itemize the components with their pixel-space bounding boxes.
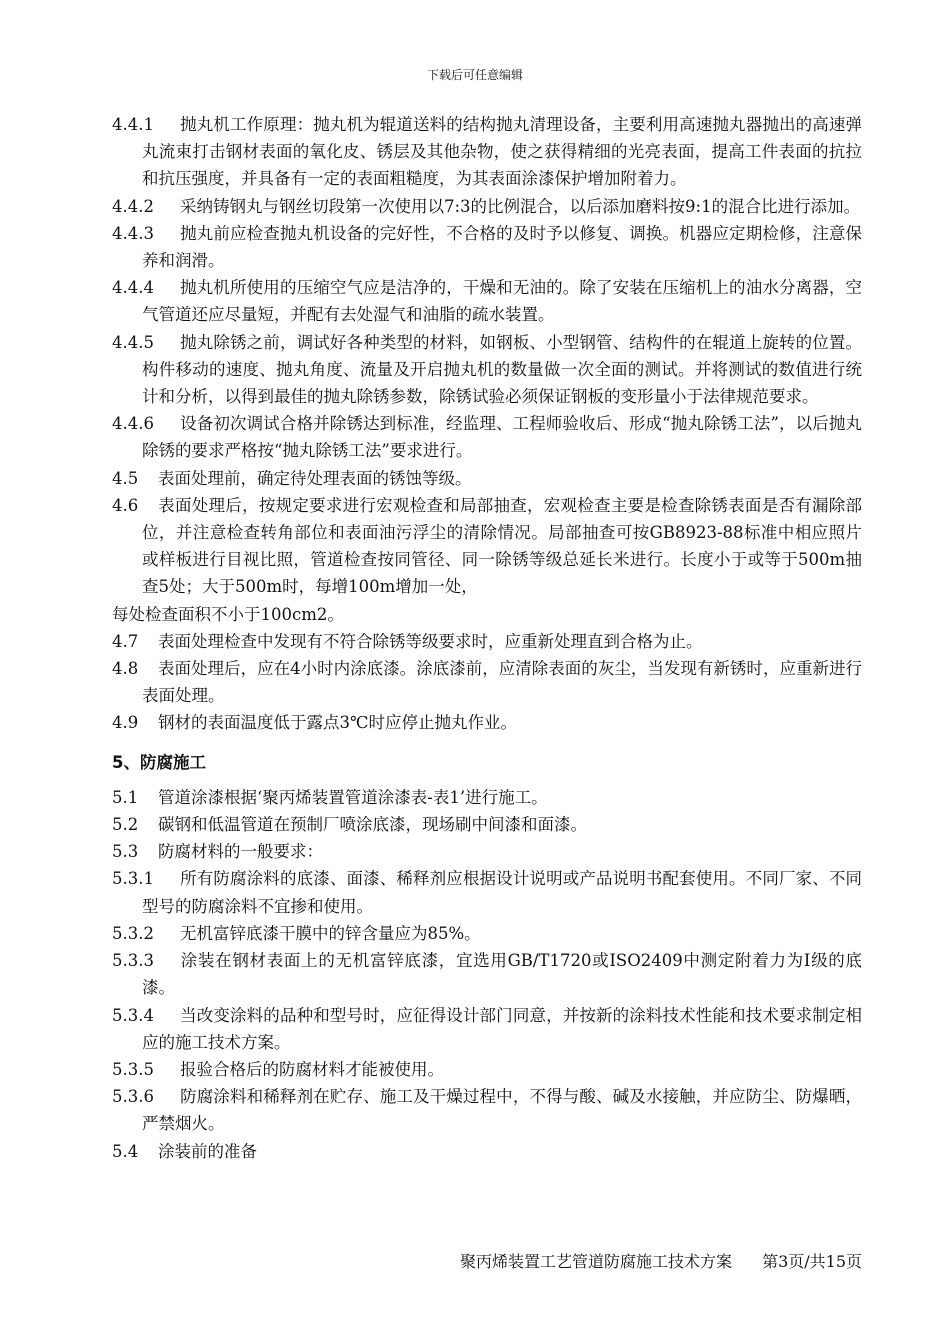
- paragraph-text: 报验合格后的防腐材料才能被使用。: [180, 1059, 444, 1079]
- paragraph-text: 所有防腐涂料的底漆、面漆、稀释剂应根据设计说明或产品说明书配套使用。不同厂家、不同型号的防腐涂料不宜掺和使用。: [142, 869, 862, 916]
- section-5-paragraphs: [112, 784, 862, 1165]
- paragraph-number: 4.7: [112, 631, 139, 651]
- paragraph: [112, 193, 862, 220]
- paragraph-text: 防腐涂料和稀释剂在贮存、施工及干燥过程中，不得与酸、碱及水接触，并应防尘、防爆晒，严禁烟火。: [142, 1087, 862, 1134]
- paragraph-number: 4.4.3: [112, 223, 154, 243]
- paragraph-number: 4.9: [112, 713, 139, 733]
- paragraph: [112, 220, 862, 274]
- paragraph: [112, 655, 862, 709]
- paragraph-number: 4.4.1: [112, 115, 154, 134]
- paragraph-text: 防腐材料的一般要求：: [158, 842, 323, 862]
- footer-title: 聚丙烯装置工艺管道防腐施工技术方案: [460, 1252, 733, 1271]
- paragraph-number: 4.4.6: [112, 414, 154, 434]
- paragraph-number: 5.1: [112, 787, 139, 807]
- paragraph-number: 4.8: [112, 659, 139, 679]
- paragraph: [112, 784, 862, 811]
- paragraph-number: 4.4.5: [112, 332, 154, 352]
- paragraph-text: 无机富锌底漆干膜中的锌含量应为85%。: [180, 923, 481, 943]
- paragraph-text: 抛丸机所使用的压缩空气应是洁净的，干燥和无油的。除了安装在压缩机上的油水分离器，空气管道还应尽量短，并配有去处湿气和油脂的疏水装置。: [142, 278, 862, 325]
- paragraph-text: 涂装在钢材表面上的无机富锌底漆，宜选用GB/T1720或ISO2409中测定附着力为Ⅰ级的底漆。: [142, 951, 862, 998]
- paragraph-text: 表面处理后，应在4小时内涂底漆。涂底漆前，应清除表面的灰尘，当发现有新锈时，应重新进行表面处理。: [142, 659, 862, 706]
- paragraph-text: 抛丸机工作原理：抛丸机为辊道送料的结构抛丸清理设备，主要利用高速抛丸器抛出的高速弹丸流束打击钢材表面的氧化皮、锈层及其他杂物，使之获得精细的光亮表面，提高工件表面的抗拉和抗压强度，并具备有一定的表面粗糙度，为其表面涂漆保护增加附着力。: [142, 115, 862, 189]
- paragraph: [112, 601, 862, 628]
- paragraph-text: 碳钢和低温管道在预制厂喷涂底漆，现场刷中间漆和面漆。: [158, 815, 587, 835]
- document-body: [112, 111, 862, 1165]
- paragraph-number: 5.3.4: [112, 1005, 154, 1025]
- paragraph-number: 4.5: [112, 468, 139, 488]
- paragraph-text: 管道涂漆根据‘聚丙烯装置管道涂漆表-表1’进行施工。: [158, 787, 548, 807]
- paragraph-number: 5.3.5: [112, 1059, 154, 1079]
- paragraph-text: 设备初次调试合格并除锈达到标准，经监理、工程师验收后、形成“抛丸除锈工法”，以后抛丸除锈的要求严格按“抛丸除锈工法”要求进行。: [142, 414, 862, 461]
- paragraph: [112, 274, 862, 328]
- paragraph: [112, 1056, 862, 1083]
- paragraph: [112, 838, 862, 865]
- paragraph-number: 5.3.1: [112, 869, 154, 889]
- page-number: 第3页/共15页: [762, 1252, 862, 1271]
- paragraph-text: 当改变涂料的品种和型号时，应征得设计部门同意，并按新的涂料技术性能和技术要求制定相应的施工技术方案。: [142, 1005, 862, 1052]
- paragraph-text: 表面处理检查中发现有不符合除锈等级要求时，应重新处理直到合格为止。: [158, 631, 703, 651]
- paragraph-number: 4.4.4: [112, 278, 154, 298]
- paragraph-text: 每处检查面积不小于100cm2。: [112, 604, 344, 624]
- page-header: 下载后可任意编辑: [426, 68, 523, 82]
- paragraph-number: 5.4: [112, 1141, 139, 1161]
- section-title: 5、防腐施工: [112, 752, 206, 772]
- paragraph: [112, 920, 862, 947]
- paragraph-text: 抛丸前应检查抛丸机设备的完好性，不合格的及时予以修复、调换。机器应定期检修，注意保养和润滑。: [142, 223, 862, 271]
- paragraph: [112, 1083, 862, 1137]
- paragraph-number: 5.3: [112, 842, 139, 862]
- paragraph-number: 4.4.2: [112, 196, 154, 216]
- paragraph: [112, 492, 862, 601]
- paragraph-text: 涂装前的准备: [158, 1141, 257, 1161]
- section-4-paragraphs: [112, 111, 862, 737]
- paragraph-number: 5.3.2: [112, 923, 154, 943]
- paragraph: [112, 1002, 862, 1056]
- paragraph: [112, 111, 862, 193]
- paragraph: [112, 1138, 862, 1165]
- paragraph: [112, 865, 862, 919]
- paragraph-text: 表面处理后，按规定要求进行宏观检查和局部抽查，宏观检查主要是检查除锈表面是否有漏除部位，并注意检查转角部位和表面油污浮尘的清除情况。局部抽查可按GB8923-88标准中相应照片或样板进行目视比照，管道检查按同管径、同一除锈等级总延长米进行。长度小于或等于500m抽查5处；大于500m时，每增100m增加一处，: [142, 495, 862, 597]
- paragraph-text: 钢材的表面温度低于露点3℃时应停止抛丸作业。: [158, 713, 517, 733]
- paragraph: [112, 811, 862, 838]
- paragraph-text: 抛丸除锈之前，调试好各种类型的材料，如钢板、小型钢管、结构件的在辊道上旋转的位置。构件移动的速度、抛丸角度、流量及开启抛丸机的数量做一次全面的测试。并将测试的数值进行统计和分析，以得到最佳的抛丸除锈参数，除锈试验必须保证钢板的变形量小于法律规范要求。: [142, 332, 862, 407]
- paragraph: [112, 709, 862, 736]
- page-footer: [112, 1249, 862, 1272]
- paragraph: [112, 628, 862, 655]
- paragraph-text: 表面处理前，确定待处理表面的锈蚀等级。: [158, 468, 472, 488]
- paragraph: [112, 947, 862, 1001]
- paragraph-number: 5.3.6: [112, 1087, 154, 1107]
- paragraph: [112, 410, 862, 464]
- paragraph-number: 4.6: [112, 495, 139, 515]
- paragraph-number: 5.3.3: [112, 951, 154, 971]
- paragraph-number: 5.2: [112, 815, 139, 835]
- paragraph: [112, 329, 862, 411]
- paragraph-text: 采纳铸钢丸与钢丝切段第一次使用以7:3的比例混合，以后添加磨料按9:1的混合比进行添加。: [180, 196, 861, 216]
- paragraph: [112, 465, 862, 492]
